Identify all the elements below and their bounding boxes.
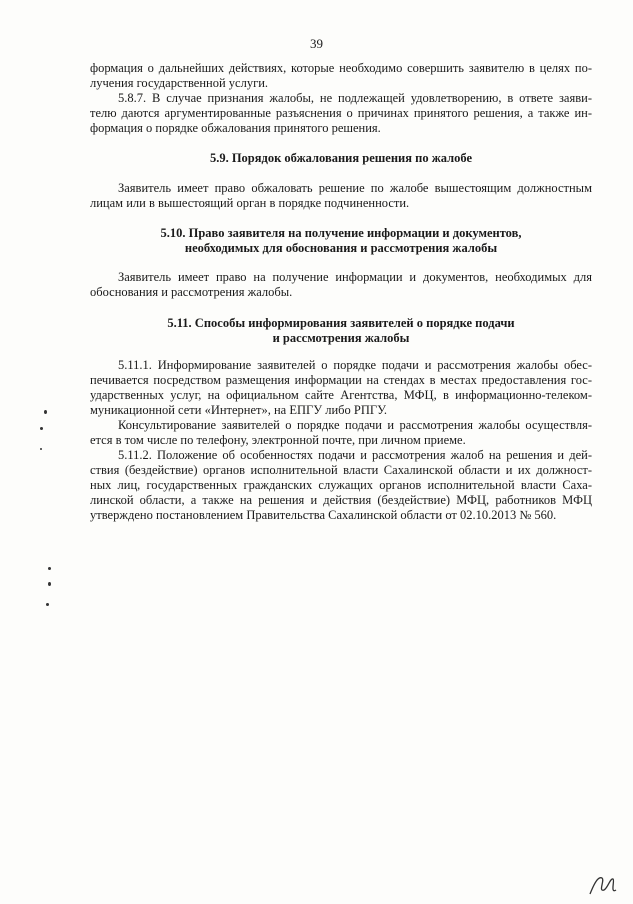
paragraph-line: лицам или в вышестоящий орган в порядке подчиненности.: [90, 196, 410, 210]
paragraph-line: формация о дальнейших действиях, которые необходимо совершить заявителю в целях по-: [90, 61, 592, 75]
paragraph-line: телю даются аргументированные разъяснения о причинах принятого решения, а также ин-: [90, 106, 592, 120]
page-number: 39: [310, 36, 323, 51]
paragraph-line: 5.8.7. В случае признания жалобы, не подлежащей удовлетворению, в ответе заяви-: [118, 91, 592, 105]
paragraph-line: ствия (бездействие) органов исполнительной власти Сахалинской области и их должност-: [90, 463, 592, 477]
paragraph-line: ударственных услуг, на официальном сайте Агентства, МФЦ, в информационно-телеком-: [90, 388, 592, 402]
paragraph-line: формация о порядке обжалования принятого решения.: [90, 121, 381, 135]
scan-speck: [46, 603, 49, 606]
scan-speck: [48, 582, 51, 586]
handwritten-signature-icon: [586, 870, 626, 900]
paragraph-line: печивается посредством размещения информации на стендах в местах предоставления гос-: [90, 373, 592, 387]
paragraph-line: 5.11.2. Положение об особенностях подачи и рассмотрения жалоб на решения и дей-: [118, 448, 592, 462]
scan-speck: [48, 567, 51, 570]
paragraph-line: муникационной сети «Интернет», на ЕПГУ либо РПГУ.: [90, 403, 388, 417]
section-heading-5-9: 5.9. Порядок обжалования решения по жалобе: [209, 151, 473, 165]
paragraph-line: Заявитель имеет право обжаловать решение по жалобе вышестоящим должностным: [118, 181, 592, 195]
section-heading-5-10: 5.10. Право заявителя на получение информации и документов,: [160, 226, 522, 240]
paragraph-line: Консультирование заявителей о порядке подачи и рассмотрения жалобы осуществля-: [118, 418, 592, 432]
paragraph-line: 5.11.1. Информирование заявителей о порядке подачи и рассмотрения жалобы обес-: [118, 358, 592, 372]
section-heading-5-11-cont: и рассмотрения жалобы: [272, 331, 410, 345]
paragraph-line: обоснования и рассмотрения жалобы.: [90, 285, 293, 299]
scan-speck: [40, 427, 43, 430]
paragraph-line: утверждено постановлением Правительства Сахалинской области от 02.10.2013 № 560.: [90, 508, 557, 522]
scan-speck: [44, 410, 47, 414]
scan-speck: [40, 448, 42, 450]
paragraph-line: ется в том числе по телефону, электронной почте, при личном приеме.: [90, 433, 466, 447]
paragraph-line: линской области, а также на решения и действия (бездействие) МФЦ, работников МФЦ: [90, 493, 592, 507]
section-heading-5-11: 5.11. Способы информирования заявителей о порядке подачи: [167, 316, 515, 330]
paragraph-line: ных лиц, государственных гражданских служащих органов исполнительной власти Саха-: [90, 478, 592, 492]
paragraph-line: лучения государственной услуги.: [90, 76, 269, 90]
paragraph-line: Заявитель имеет право на получение информации и документов, необходимых для: [118, 270, 592, 284]
section-heading-5-10-cont: необходимых для обоснования и рассмотрения жалобы: [184, 241, 498, 255]
